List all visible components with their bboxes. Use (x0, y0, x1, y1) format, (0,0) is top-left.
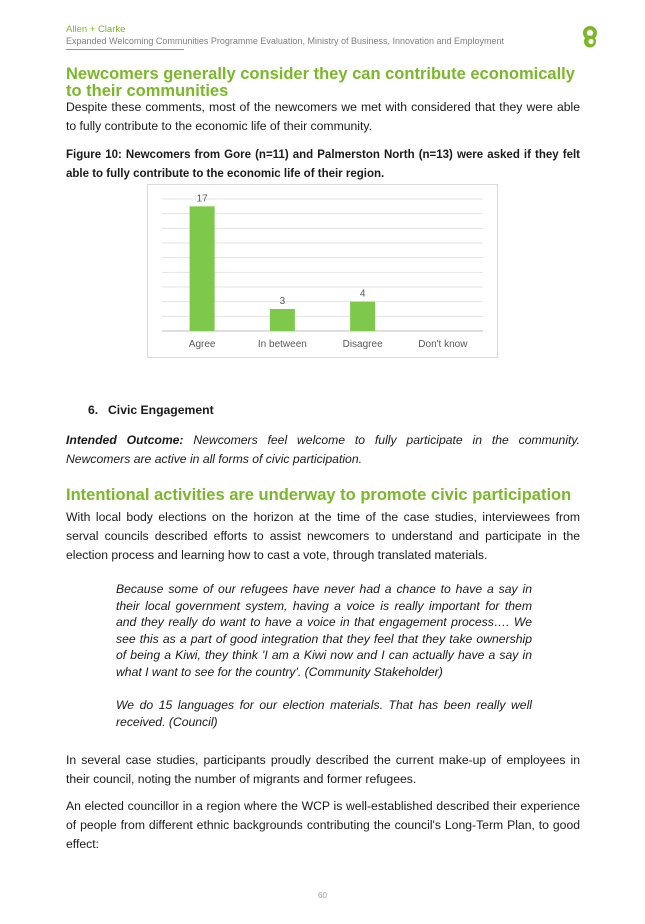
section-heading-civic: Intentional activities are underway to promote civic participation (66, 486, 572, 504)
quote-community-stakeholder: Because some of our refugees have never had a chance to have a say in their local government system, having a voice is really important for them and they really do want to have a voice in that engagement process…. We see this as a part of good integration that they feel that they take ownership of being a Kiwi, they think 'I am a Kiwi now and I can actually have a say in what I want to see for the country'. (Community Stakeholder) (116, 582, 532, 679)
header-title: Expanded Welcoming Communities Programme Evaluation, Ministry of Business, Innovation and Employment (66, 36, 505, 46)
civic-engagement-heading (88, 403, 214, 417)
bar (350, 302, 375, 331)
intended-outcome (66, 431, 580, 469)
section-heading-economic: Newcomers generally consider they can contribute economically to their communities (66, 65, 575, 100)
data-label: 3 (279, 296, 286, 307)
category-tick-label: Agree (188, 339, 216, 350)
council-paragraph: In several case studies, participants proudly described the current make-up of employees in their council, noting the number of migrants and former refugees. (66, 753, 580, 786)
intended-outcome-label: Intended Outcome: (66, 433, 184, 447)
category-tick-label: In between (257, 339, 307, 350)
intended-outcome-text: Newcomers feel welcome to fully participate in the community. Newcomers are active in all forms of civic participation. (66, 433, 580, 466)
figure-caption: Figure 10: Newcomers from Gore (n=11) and Palmerston North (n=13) were asked if they felt able to fully contribute to the economic life of their region. (66, 149, 580, 180)
allen-clarke-logo-icon (578, 24, 602, 48)
bar (190, 206, 215, 331)
category-tick-label: Don't know (418, 339, 468, 350)
header-rule (66, 49, 184, 50)
civic-paragraph: With local body elections on the horizon at the time of the case studies, interviewees from serval councils described efforts to assist newcomers to understand and participate in the election process and learning how to cast a vote, through translated materials. (66, 510, 580, 562)
quote-council: We do 15 languages for our election materials. That has been really well received. (Council) (116, 698, 532, 729)
page-number: 60 (318, 891, 327, 900)
economic-paragraph: Despite these comments, most of the newcomers we met with considered that they were able to fully contribute to the economic life of their community. (66, 100, 580, 133)
councillor-paragraph: An elected councillor in a region where the WCP is well-established described their experience of people from different ethnic backgrounds contributing the council's Long-Term Plan, to good effect: (66, 799, 580, 851)
bar-chart (147, 184, 498, 358)
section-title: Civic Engagement (108, 403, 214, 417)
data-label: 4 (359, 288, 366, 300)
section-number: 6. (88, 403, 99, 417)
data-label: 17 (196, 193, 208, 205)
category-tick-label: Disagree (342, 339, 383, 350)
bar (270, 309, 295, 331)
header-org: Allen + Clarke (66, 24, 126, 35)
